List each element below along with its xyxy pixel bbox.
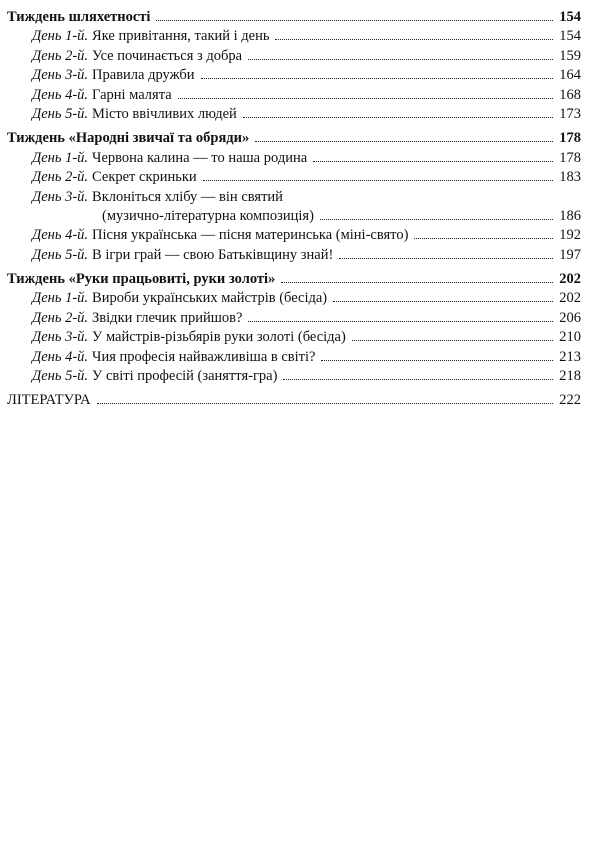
dot-leader <box>414 238 553 239</box>
table-of-contents <box>7 8 581 411</box>
day-title: В ігри грай — свою Батьківщину знай! <box>92 246 334 263</box>
day-title: Усе починається з добра <box>92 47 243 64</box>
page-number: 154 <box>559 9 581 25</box>
page-number: 210 <box>559 329 581 346</box>
day-title: Чия професія найважливіша в світі? <box>92 348 316 365</box>
day-title: Гарні малята <box>92 86 172 103</box>
page-number: 159 <box>559 47 581 64</box>
dot-leader <box>178 98 553 99</box>
toc-week-heading <box>7 129 581 148</box>
day-label: День 3-й. <box>32 188 89 205</box>
toc-day-entry <box>7 289 581 308</box>
dot-leader <box>283 379 553 380</box>
toc-day-entry <box>7 27 581 46</box>
dot-leader <box>243 117 553 118</box>
day-title: Секрет скриньки <box>92 169 197 186</box>
dot-leader <box>275 39 553 40</box>
day-title: Місто ввічливих людей <box>92 105 237 122</box>
dot-leader <box>281 282 553 283</box>
day-label: День 2-й. <box>32 309 89 326</box>
dot-leader <box>320 219 553 220</box>
toc-day-entry <box>7 226 581 245</box>
page-number: 154 <box>559 28 581 45</box>
dot-leader <box>352 340 553 341</box>
dot-leader <box>248 321 553 322</box>
day-label: День 1-й. <box>32 290 89 307</box>
day-label: День 1-й. <box>32 28 89 45</box>
day-title: Вироби українських майстрів (бесіда) <box>92 290 328 307</box>
day-title: Пісня українська — пісня материнська (міні-свято) <box>92 227 409 244</box>
page-number: 183 <box>559 169 581 186</box>
toc-literature-entry <box>7 391 581 410</box>
toc-day-entry <box>7 149 581 168</box>
toc-week-heading <box>7 270 581 289</box>
day-label: День 1-й. <box>32 149 89 166</box>
toc-day-entry <box>7 47 581 66</box>
week-title: Тиждень «Руки працьовиті, руки золоті» <box>7 271 276 288</box>
day-label: День 5-й. <box>32 368 89 385</box>
day-label: День 4-й. <box>32 86 89 103</box>
day-label: День 2-й. <box>32 47 89 64</box>
page-number: 168 <box>559 86 581 103</box>
day-label: День 3-й. <box>32 67 89 84</box>
page-number: 164 <box>559 67 581 84</box>
toc-day-entry <box>7 246 581 265</box>
toc-day-entry <box>7 105 581 124</box>
toc-day-entry <box>7 66 581 85</box>
day-title: Вклоніться хлібу — він святий <box>92 188 283 205</box>
toc-day-entry-continuation <box>7 207 581 226</box>
week-title: Тиждень шляхетності <box>7 9 151 25</box>
toc-day-entry <box>7 367 581 386</box>
day-label: День 5-й. <box>32 105 89 122</box>
page-number: 222 <box>559 392 581 409</box>
page-number: 178 <box>559 130 581 147</box>
day-title: У світі професій (заняття-гра) <box>92 368 278 385</box>
dot-leader <box>97 403 553 404</box>
toc-day-entry <box>7 188 581 207</box>
page-number: 192 <box>559 227 581 244</box>
dot-leader <box>156 20 553 21</box>
dot-leader <box>203 180 553 181</box>
dot-leader <box>201 78 553 79</box>
page-number: 218 <box>559 368 581 385</box>
page-number: 197 <box>559 246 581 263</box>
toc-day-entry <box>7 348 581 367</box>
page-number: 202 <box>559 271 581 288</box>
toc-week-heading <box>7 8 581 27</box>
page-number: 202 <box>559 290 581 307</box>
toc-day-entry <box>7 86 581 105</box>
page-number: 206 <box>559 309 581 326</box>
day-label: День 3-й. <box>32 329 89 346</box>
toc-day-entry <box>7 309 581 328</box>
day-title: Звідки глечик прийшов? <box>92 309 243 326</box>
page-number: 213 <box>559 348 581 365</box>
dot-leader <box>321 360 553 361</box>
week-title: Тиждень «Народні звичаї та обряди» <box>7 130 250 147</box>
toc-day-entry <box>7 168 581 187</box>
day-label: День 5-й. <box>32 246 89 263</box>
day-title: Яке привітання, такий і день <box>92 28 270 45</box>
day-label: День 4-й. <box>32 348 89 365</box>
dot-leader <box>255 141 553 142</box>
dot-leader <box>333 301 553 302</box>
dot-leader <box>248 59 553 60</box>
literature-title: ЛІТЕРАТУРА <box>7 392 91 409</box>
dot-leader <box>313 161 553 162</box>
day-label: День 4-й. <box>32 227 89 244</box>
page-number: 186 <box>559 207 581 224</box>
day-title: Червона калина — то наша родина <box>92 149 308 166</box>
day-title: У майстрів-різьбярів руки золоті (бесіда) <box>92 329 346 346</box>
day-title: Правила дружби <box>92 67 195 84</box>
page-number: 173 <box>559 105 581 122</box>
toc-day-entry <box>7 328 581 347</box>
day-label: День 2-й. <box>32 169 89 186</box>
day-title-continuation: (музично-літературна композиція) <box>102 207 314 224</box>
dot-leader <box>339 258 553 259</box>
page-number: 178 <box>559 149 581 166</box>
